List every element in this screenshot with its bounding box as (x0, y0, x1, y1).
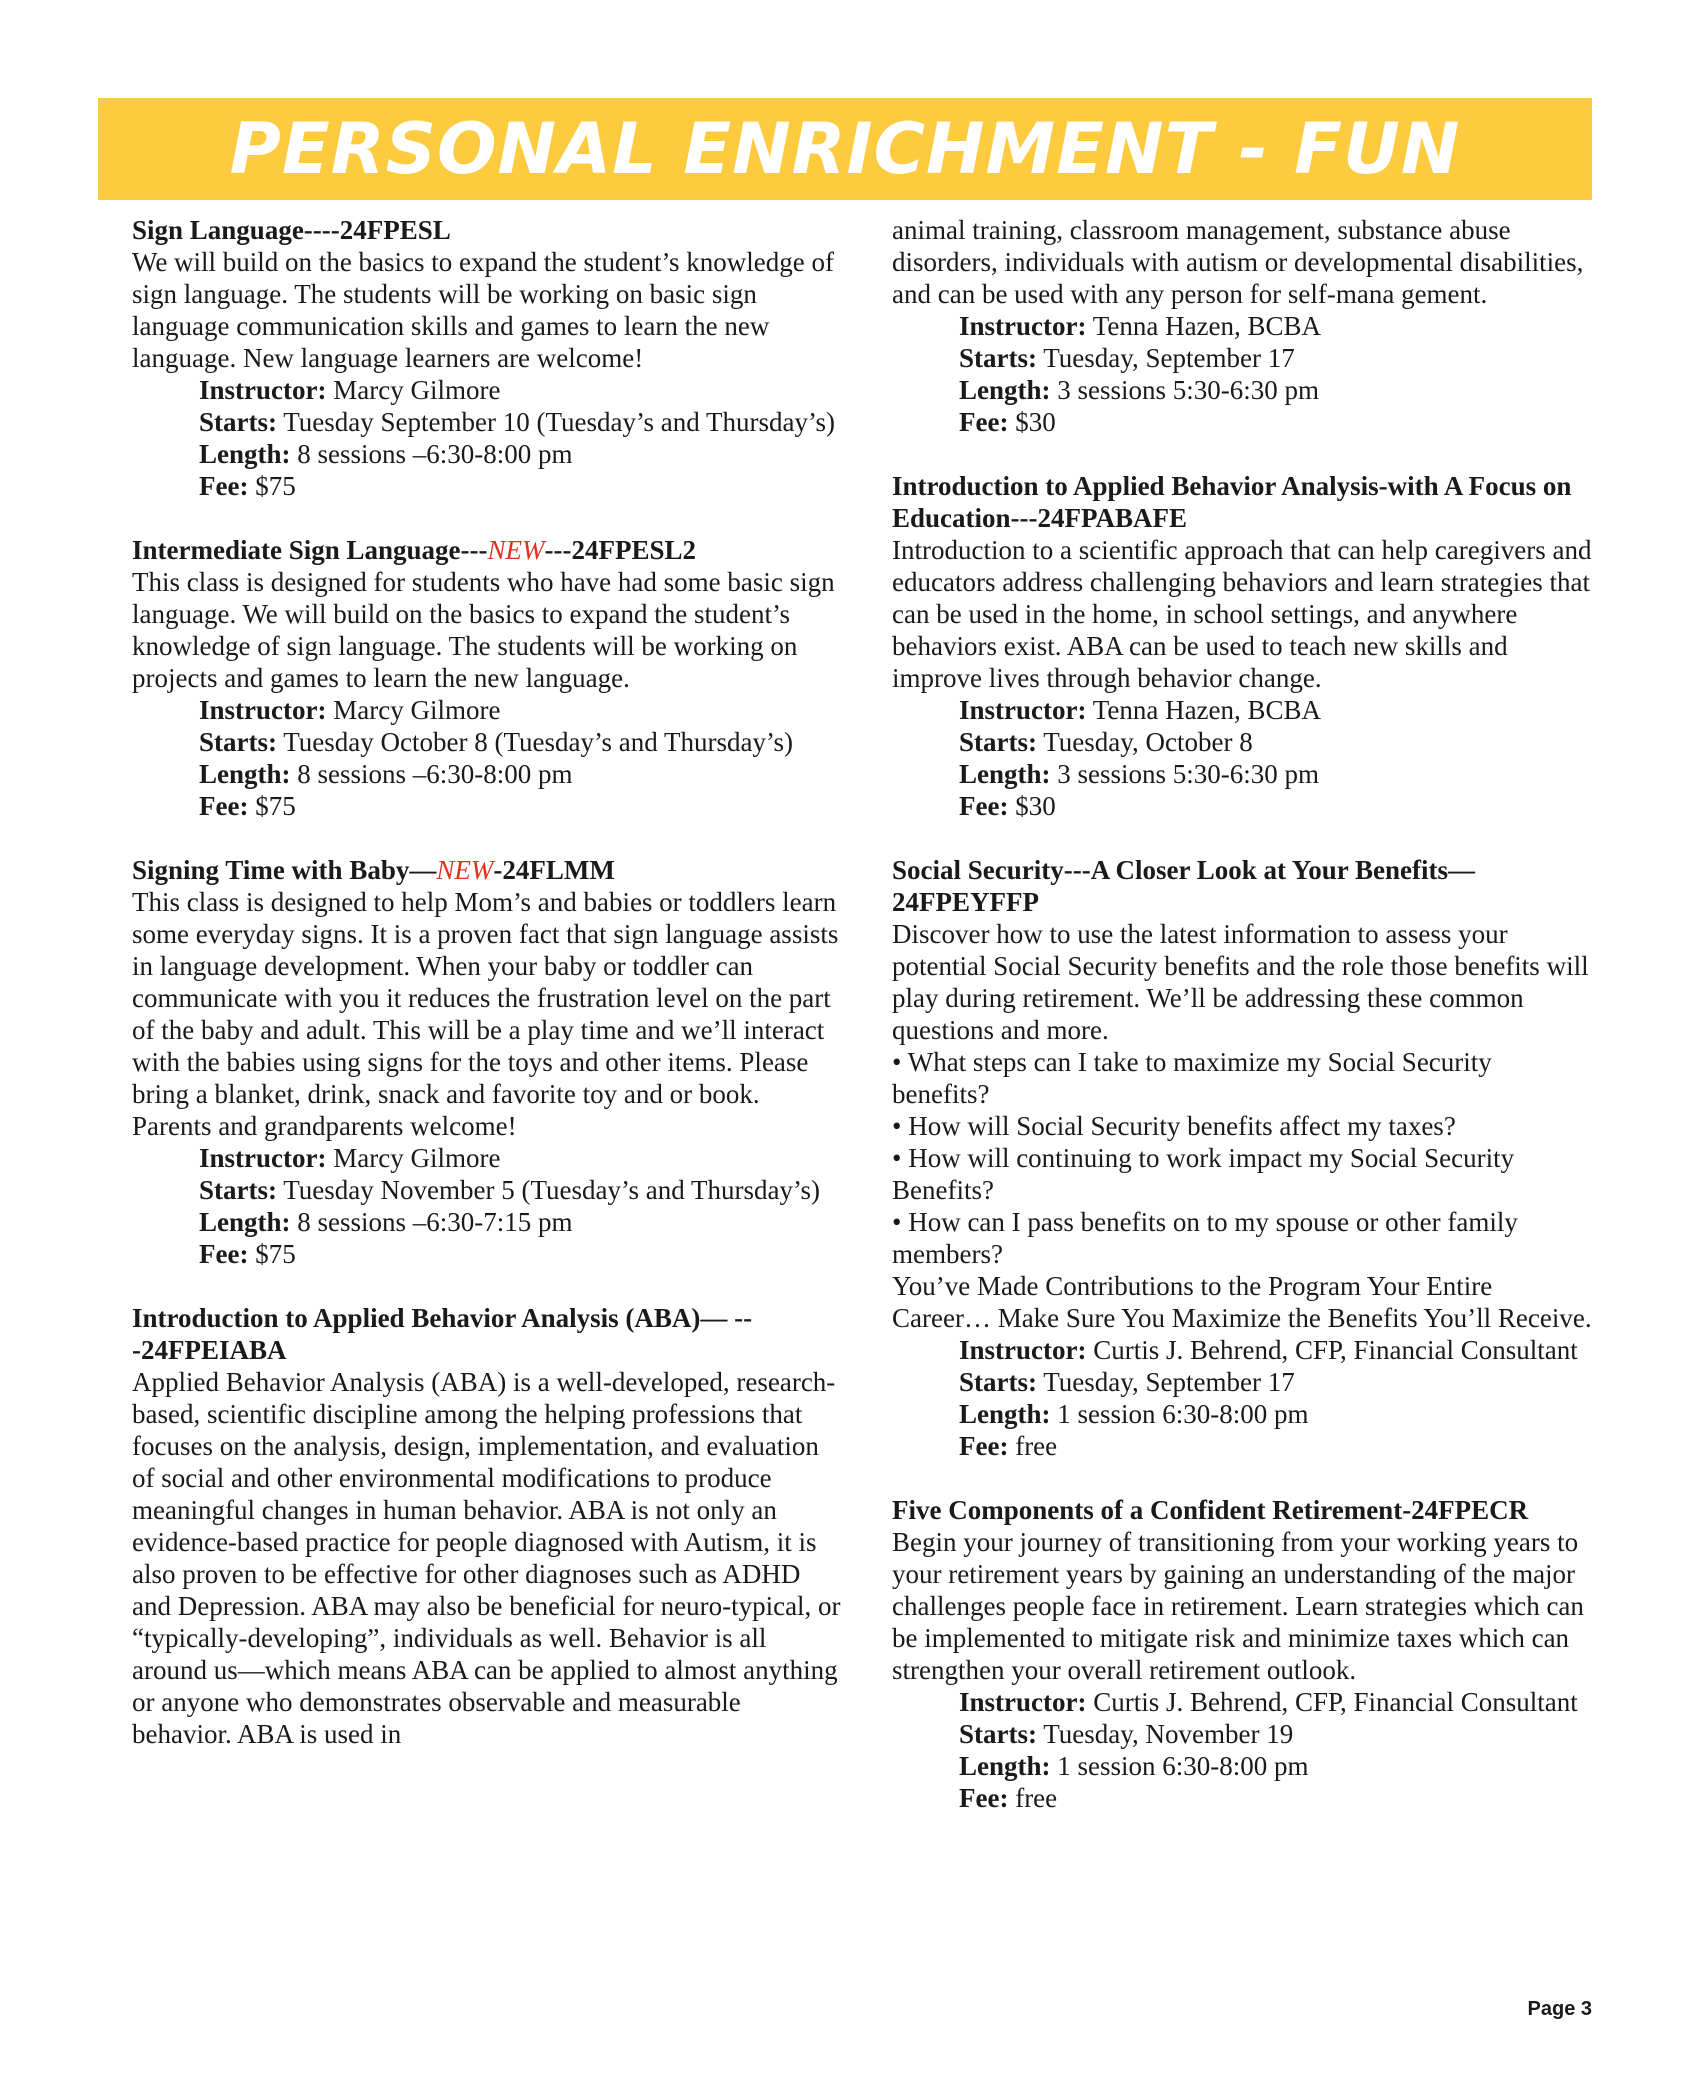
course-description: This class is designed to help Mom’s and babies or toddlers learn some everyday signs. It is a proven fact that sign language assists in language development. When your baby or toddler can communicate with you it reduces the frustration level on the part of the baby and adult. This will be a play time and we’ll interact with the babies using signs for the toys and other items. Please bring a blanket, drink, snack and favorite toy and or book. Parents and grandparents welcome! (132, 887, 839, 1141)
section-banner (98, 98, 1592, 200)
instructor-label: Instructor: (959, 1687, 1087, 1717)
fee-line (959, 406, 1592, 438)
course-description: Begin your journey of transitioning from your working years to your retirement years by gaining an understanding of the major challenges people face in retirement. Learn strategies which can be implemented to mitigate risk and minimize taxes which can strengthen your overall retirement outlook. (892, 1527, 1584, 1685)
length-label: Length: (959, 375, 1051, 405)
starts-label: Starts: (959, 727, 1037, 757)
instructor-value: Tenna Hazen, BCBA (1086, 695, 1322, 725)
starts-line (959, 1366, 1592, 1398)
course-description: We will build on the basics to expand the student’s knowledge of sign language. The students will be working on basic sign language communication skills and games to learn the new language. New language learners are welcome! (132, 247, 834, 373)
fee-value: free (1008, 1783, 1058, 1813)
instructor-value: Marcy Gilmore (326, 375, 501, 405)
starts-label: Starts: (959, 1719, 1037, 1749)
course-listing (132, 854, 844, 1270)
instructor-label: Instructor: (959, 1335, 1087, 1365)
length-label: Length: (199, 439, 291, 469)
instructor-label: Instructor: (199, 375, 327, 405)
starts-value: Tuesday, September 17 (1036, 343, 1295, 373)
course-details (199, 1142, 844, 1270)
instructor-label: Instructor: (959, 311, 1087, 341)
length-line (959, 374, 1592, 406)
right-column (892, 214, 1592, 1846)
starts-line (199, 1174, 844, 1206)
length-label: Length: (199, 759, 291, 789)
length-label: Length: (959, 1751, 1051, 1781)
question-bullet: • How will Social Security benefits affect my taxes? (892, 1111, 1456, 1141)
fee-label: Fee: (199, 1239, 249, 1269)
instructor-line (959, 1334, 1592, 1366)
fee-line (199, 790, 844, 822)
new-badge: NEW (487, 535, 545, 565)
length-label: Length: (959, 1399, 1051, 1429)
starts-line (199, 726, 844, 758)
instructor-line (199, 374, 844, 406)
instructor-value: Marcy Gilmore (326, 1143, 501, 1173)
instructor-label: Instructor: (199, 1143, 327, 1173)
length-line (959, 758, 1592, 790)
question-bullet: • How will continuing to work impact my Social Security Benefits? (892, 1143, 1515, 1205)
starts-label: Starts: (199, 407, 277, 437)
instructor-value: Tenna Hazen, BCBA (1086, 311, 1322, 341)
left-column (132, 214, 844, 1782)
course-listing (132, 1302, 844, 1750)
course-description: This class is designed for students who have had some basic sign language. We will build on the basics to expand the student’s knowledge of sign language. The students will be working on projects and games to learn the new language. (132, 567, 835, 693)
fee-value: $30 (1008, 791, 1056, 821)
fee-value: $75 (248, 1239, 296, 1269)
starts-label: Starts: (199, 1175, 277, 1205)
instructor-line (959, 694, 1592, 726)
starts-label: Starts: (959, 343, 1037, 373)
course-details (959, 1686, 1592, 1814)
new-badge: NEW (436, 855, 494, 885)
starts-value: Tuesday, November 19 (1036, 1719, 1294, 1749)
course-description: Discover how to use the latest information to assess your potential Social Security benefits and the role those benefits will play during retirement. We’ll be addressing these common questions and more. (892, 919, 1589, 1045)
length-line (959, 1398, 1592, 1430)
course-title: Signing Time with Baby—NEW-24FLMM (132, 855, 615, 885)
course-listing (892, 854, 1592, 1462)
course-title: Introduction to Applied Behavior Analysis (ABA)— ---24FPEIABA (132, 1303, 753, 1365)
starts-value: Tuesday November 5 (Tuesday’s and Thursday’s) (276, 1175, 820, 1205)
course-description-continued: animal training, classroom management, substance abuse disorders, individuals with autism or developmental disabilities, and can be used with any person for self-mana gement. (892, 215, 1584, 309)
course-details (199, 694, 844, 822)
instructor-line (959, 1686, 1592, 1718)
instructor-value: Curtis J. Behrend, CFP, Financial Consultant (1086, 1687, 1578, 1717)
course-listing (132, 214, 844, 502)
course-description: Introduction to a scientific approach that can help caregivers and educators address challenging behaviors and learn strategies that can be used in the home, in school settings, and anywhere behaviors exist. ABA can be used to teach new skills and improve lives through behavior change. (892, 535, 1592, 693)
course-title: Intermediate Sign Language---NEW---24FPESL2 (132, 535, 696, 565)
fee-value: $75 (248, 471, 296, 501)
fee-label: Fee: (959, 1431, 1009, 1461)
fee-label: Fee: (199, 791, 249, 821)
instructor-line (959, 310, 1592, 342)
fee-line (199, 1238, 844, 1270)
course-title: Introduction to Applied Behavior Analysis-with A Focus on Education---24FPABAFE (892, 471, 1572, 533)
instructor-value: Curtis J. Behrend, CFP, Financial Consultant (1086, 1335, 1578, 1365)
fee-label: Fee: (959, 407, 1009, 437)
fee-line (959, 1430, 1592, 1462)
length-line (199, 758, 844, 790)
fee-label: Fee: (199, 471, 249, 501)
fee-label: Fee: (959, 1783, 1009, 1813)
instructor-line (199, 694, 844, 726)
length-value: 1 session 6:30-8:00 pm (1050, 1751, 1309, 1781)
length-value: 8 sessions –6:30-8:00 pm (290, 759, 573, 789)
starts-value: Tuesday September 10 (Tuesday’s and Thursday’s) (276, 407, 835, 437)
course-details (959, 310, 1592, 438)
starts-label: Starts: (959, 1367, 1037, 1397)
instructor-label: Instructor: (959, 695, 1087, 725)
course-description: Applied Behavior Analysis (ABA) is a well-developed, research-based, scientific discipline among the helping professions that focuses on the analysis, design, implementation, and evaluation of social and other environmental modifications to produce meaningful changes in human behavior. ABA is not only an evidence-based practice for people diagnosed with Autism, it is also proven to be effective for other diagnoses such as ADHD and Depression. ABA may also be beneficial for neuro-typical, or “typically-developing”, individuals as well. Behavior is all around us—which means ABA can be applied to almost anything or anyone who demonstrates observable and measurable behavior. ABA is used in (132, 1367, 841, 1749)
course-title: Sign Language----24FPESL (132, 215, 451, 245)
question-bullet: • What steps can I take to maximize my Social Security benefits? (892, 1047, 1492, 1109)
length-value: 8 sessions –6:30-8:00 pm (290, 439, 573, 469)
course-details (199, 374, 844, 502)
course-details (959, 694, 1592, 822)
starts-line (959, 342, 1592, 374)
fee-value: free (1008, 1431, 1058, 1461)
length-label: Length: (959, 759, 1051, 789)
fee-value: $30 (1008, 407, 1056, 437)
course-listing (132, 534, 844, 822)
starts-value: Tuesday, September 17 (1036, 1367, 1295, 1397)
course-listing (892, 214, 1592, 438)
course-closing: You’ve Made Contributions to the Program Your Entire Career… Make Sure You Maximize the Benefits You’ll Receive. (892, 1271, 1592, 1333)
starts-value: Tuesday October 8 (Tuesday’s and Thursday’s) (276, 727, 793, 757)
section-title: PERSONAL ENRICHMENT - FUN (229, 108, 1461, 190)
length-value: 8 sessions –6:30-7:15 pm (290, 1207, 573, 1237)
length-value: 1 session 6:30-8:00 pm (1050, 1399, 1309, 1429)
fee-line (199, 470, 844, 502)
course-title: Social Security---A Closer Look at Your Benefits—24FPEYFFP (892, 855, 1475, 917)
length-line (199, 1206, 844, 1238)
fee-value: $75 (248, 791, 296, 821)
starts-line (199, 406, 844, 438)
instructor-line (199, 1142, 844, 1174)
course-title: Five Components of a Confident Retirement-24FPECR (892, 1495, 1529, 1525)
length-line (199, 438, 844, 470)
instructor-value: Marcy Gilmore (326, 695, 501, 725)
fee-line (959, 790, 1592, 822)
length-label: Length: (199, 1207, 291, 1237)
starts-value: Tuesday, October 8 (1036, 727, 1253, 757)
starts-label: Starts: (199, 727, 277, 757)
length-value: 3 sessions 5:30-6:30 pm (1050, 375, 1320, 405)
fee-label: Fee: (959, 791, 1009, 821)
course-listing (892, 470, 1592, 822)
course-listing (892, 1494, 1592, 1814)
instructor-label: Instructor: (199, 695, 327, 725)
length-value: 3 sessions 5:30-6:30 pm (1050, 759, 1320, 789)
question-bullet: • How can I pass benefits on to my spouse or other family members? (892, 1207, 1518, 1269)
starts-line (959, 726, 1592, 758)
length-line (959, 1750, 1592, 1782)
starts-line (959, 1718, 1592, 1750)
course-details (959, 1334, 1592, 1462)
fee-line (959, 1782, 1592, 1814)
page-number: Page 3 (1527, 1998, 1592, 2020)
